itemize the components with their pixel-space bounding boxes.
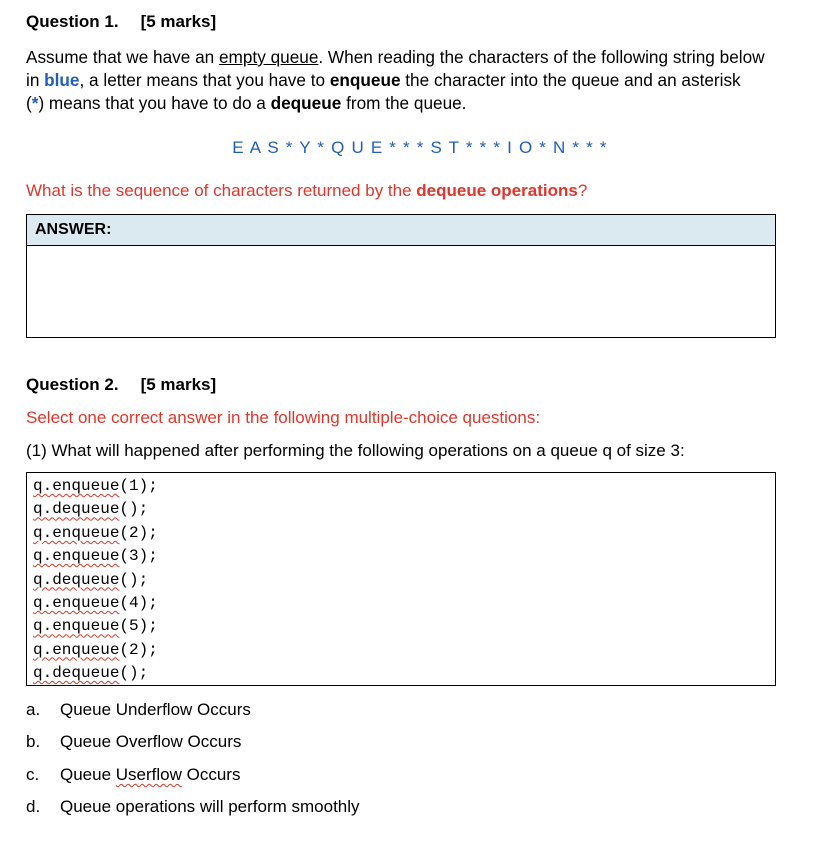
code-args: (5); (119, 617, 158, 636)
option-a[interactable] (26, 700, 251, 720)
asterisk-symbol: * (31, 93, 39, 113)
code-args: (); (119, 500, 149, 519)
question1-description (26, 46, 786, 115)
option-text: Queue Underflow Occurs (60, 700, 251, 719)
option-text: Occurs (181, 765, 241, 784)
option-text: Queue (60, 765, 116, 784)
question2-subquestion: (1) What will happened after performing the following operations on a queue q of size 3: (26, 441, 685, 460)
character-sequence: E A S * Y * Q U E * * * S T * * * I O * N * * * (232, 138, 608, 157)
code-block (26, 472, 776, 686)
option-letter: c. (26, 765, 40, 784)
answer-label: ANSWER: (27, 215, 775, 246)
code-call: q.enqueue (33, 593, 120, 612)
code-call: q.enqueue (33, 547, 120, 566)
code-args: (2); (119, 523, 158, 542)
code-args: (); (119, 570, 149, 589)
answer-box (26, 214, 776, 338)
code-call: q.dequeue (33, 664, 120, 683)
question1-marks: [5 marks] (140, 12, 217, 31)
code-line (33, 475, 775, 498)
code-args: (1); (119, 477, 158, 495)
desc-text: the character into the queue and an asterisk (400, 70, 741, 90)
code-args: (3); (119, 547, 158, 566)
enqueue-word: enqueue (329, 70, 401, 90)
option-c[interactable] (26, 765, 240, 785)
option-text-misspelled: Userflow (115, 765, 182, 784)
question1-title: Question 1. (26, 12, 119, 31)
question1-prompt (26, 181, 587, 201)
desc-text: from the queue. (341, 93, 467, 113)
question1-heading (26, 12, 216, 32)
option-letter: d. (26, 797, 41, 816)
code-call: q.enqueue (33, 617, 120, 636)
prompt-text: ? (577, 181, 588, 200)
desc-text: . When reading the characters of the following string below (318, 47, 765, 67)
code-call: q.enqueue (33, 523, 120, 542)
option-text: Queue operations will perform smoothly (60, 797, 360, 816)
option-letter: a. (26, 700, 41, 719)
desc-text: ) means that you have to do a (38, 93, 271, 113)
code-line (33, 498, 775, 521)
code-line (33, 639, 775, 662)
code-args: (2); (119, 640, 158, 659)
code-args: (4); (119, 593, 158, 612)
question2-title: Question 2. (26, 375, 119, 394)
option-b[interactable] (26, 732, 241, 752)
desc-text: in (26, 70, 45, 90)
question2-heading (26, 375, 216, 395)
code-line (33, 545, 775, 568)
question2-marks: [5 marks] (140, 375, 217, 394)
code-line (33, 592, 775, 615)
dequeue-word: dequeue (270, 93, 342, 113)
code-call: q.enqueue (33, 640, 120, 659)
empty-queue-text: empty queue (219, 47, 319, 67)
code-call: q.enqueue (33, 477, 120, 495)
code-call: q.dequeue (33, 570, 120, 589)
code-args: (); (119, 664, 149, 683)
desc-text: ( (26, 93, 32, 113)
option-d[interactable] (26, 797, 360, 817)
question2-instruction: Select one correct answer in the following multiple-choice questions: (26, 408, 541, 427)
code-line (33, 522, 775, 545)
code-line (33, 662, 775, 685)
option-letter: b. (26, 732, 41, 751)
desc-text: , a letter means that you have to (79, 70, 330, 90)
code-call: q.dequeue (33, 500, 120, 519)
blue-word: blue (44, 70, 80, 90)
prompt-bold: dequeue operations (416, 181, 578, 200)
desc-text: Assume that we have an (26, 47, 219, 67)
option-text: Queue Overflow Occurs (60, 732, 242, 751)
answer-area[interactable] (27, 246, 775, 336)
prompt-text: What is the sequence of characters returned by the (26, 181, 417, 200)
code-line (33, 569, 775, 592)
code-line (33, 615, 775, 638)
